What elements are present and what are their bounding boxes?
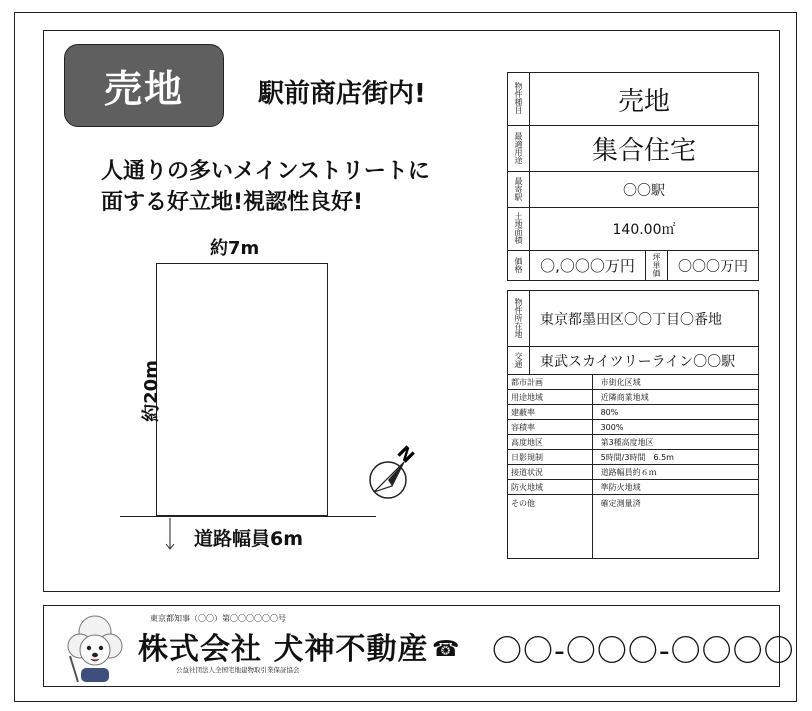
price-label: 価 格 <box>508 251 530 281</box>
detail-value: 準防火地域 <box>592 480 758 495</box>
detail-value: 300% <box>592 420 758 435</box>
station-value: 〇〇駅 <box>530 172 759 208</box>
lot-width-label: 約7m <box>210 238 260 259</box>
catch-line-1: 人通りの多いメインストリートに <box>101 159 430 184</box>
detail-label: 建蔽率 <box>508 405 593 420</box>
area-label: 土 地 面 積 <box>508 208 530 251</box>
detail-label: 容積率 <box>508 420 593 435</box>
detail-value: 確定測量済 <box>592 495 758 559</box>
detail-value: 近隣商業地域 <box>592 390 758 405</box>
access-label: 交 通 <box>508 347 530 375</box>
detail-value: 80% <box>592 405 758 420</box>
type-label: 物 件 種 目 <box>508 73 530 126</box>
lot-depth-label: 約20m <box>141 360 162 422</box>
catch-line-2: 面する好立地!視認性良好! <box>101 190 364 215</box>
association-name: 公益社団法人全国宅地建物取引業保証協会 <box>176 666 300 674</box>
detail-label: 日影規制 <box>508 450 593 465</box>
summary-table <box>507 72 759 281</box>
dog-mascot-icon <box>62 612 128 684</box>
road-width-label: 道路幅員6m <box>194 528 304 550</box>
detail-label: 防火地域 <box>508 480 593 495</box>
details-table <box>507 290 759 559</box>
detail-label: 用途地域 <box>508 390 593 405</box>
license-number: 東京都知事（〇〇）第〇〇〇〇〇〇号 <box>150 614 286 623</box>
detail-label: その他 <box>508 495 593 559</box>
detail-value: 道路幅員約６ｍ <box>592 465 758 480</box>
headline: 駅前商店街内! <box>258 79 426 109</box>
detail-label: 高度地区 <box>508 435 593 450</box>
detail-value: 市街化区域 <box>592 375 758 390</box>
company-name: 株式会社 犬神不動産 <box>138 632 429 667</box>
use-label: 最 適 用 途 <box>508 126 530 172</box>
price-value: 〇,〇〇〇万円 <box>530 251 646 281</box>
use-value: 集合住宅 <box>530 126 759 172</box>
station-label: 最 寄 駅 <box>508 172 530 208</box>
detail-value: 第3種高度地区 <box>592 435 758 450</box>
type-value: 売地 <box>530 73 759 126</box>
phone-number[interactable]: 〇〇-〇〇〇-〇〇〇〇 <box>492 634 795 669</box>
detail-label: 接道状況 <box>508 465 593 480</box>
lot-outline <box>156 263 328 516</box>
compass-icon <box>366 438 426 502</box>
area-value: 140.00㎡ <box>530 208 759 251</box>
road-boundary-line <box>120 516 376 517</box>
road-width-arrow <box>163 518 177 552</box>
north-label: N <box>392 442 419 468</box>
address-value: 東京都墨田区〇〇丁目〇番地 <box>530 291 759 347</box>
catch-copy <box>101 156 430 218</box>
sale-type-badge: 売地 <box>64 44 224 127</box>
access-value: 東武スカイツリーライン〇〇駅 <box>530 347 759 375</box>
address-label: 物 件 所 在 地 <box>508 291 530 347</box>
tsubo-value: 〇〇〇万円 <box>668 251 759 281</box>
detail-label: 都市計画 <box>508 375 593 390</box>
phone-icon: ☎ <box>432 637 460 662</box>
detail-value: 5時間/3時間 6.5m <box>592 450 758 465</box>
tsubo-label: 坪 単 価 <box>646 251 668 281</box>
